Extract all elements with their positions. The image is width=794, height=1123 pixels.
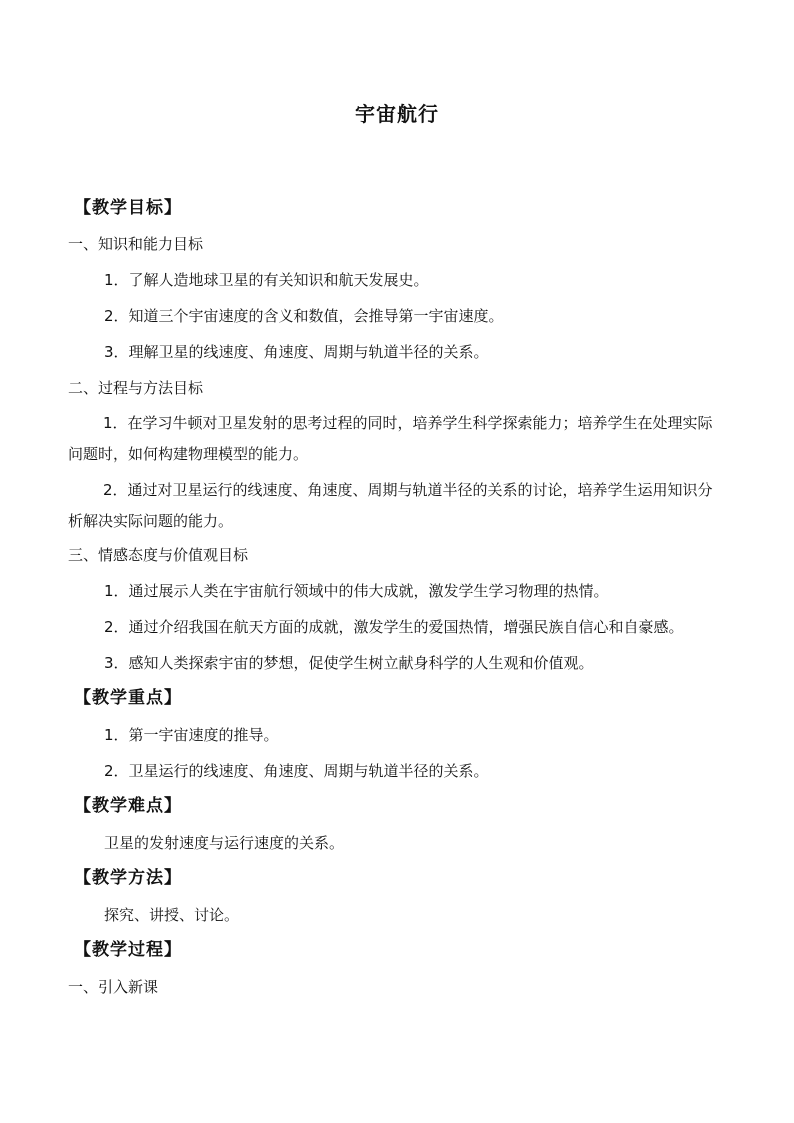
list-item: 3．理解卫星的线速度、角速度、周期与轨道半径的关系。 bbox=[104, 343, 489, 361]
method-text: 探究、讲授、讨论。 bbox=[104, 906, 240, 924]
list-item: 1．通过展示人类在宇宙航行领域中的伟大成就，激发学生学习物理的热情。 bbox=[104, 582, 609, 600]
page-title: 宇宙航行 bbox=[355, 102, 439, 126]
subheading-emotion: 三、情感态度与价值观目标 bbox=[68, 546, 249, 564]
list-item: 3．感知人类探索宇宙的梦想，促使学生树立献身科学的人生观和价值观。 bbox=[104, 654, 594, 672]
section-heading-key-points: 【教学重点】 bbox=[74, 688, 182, 708]
subheading-process: 二、过程与方法目标 bbox=[68, 379, 204, 397]
section-heading-method: 【教学方法】 bbox=[74, 868, 182, 888]
section-heading-objectives: 【教学目标】 bbox=[74, 198, 182, 218]
difficulty-text: 卫星的发射速度与运行速度的关系。 bbox=[104, 834, 345, 852]
subheading-knowledge: 一、知识和能力目标 bbox=[68, 235, 204, 253]
list-item: 2．知道三个宇宙速度的含义和数值，会推导第一宇宙速度。 bbox=[104, 307, 504, 325]
list-item: 2．卫星运行的线速度、角速度、周期与轨道半径的关系。 bbox=[104, 762, 489, 780]
section-heading-process: 【教学过程】 bbox=[74, 940, 182, 960]
list-item: 1．了解人造地球卫星的有关知识和航天发展史。 bbox=[104, 271, 429, 289]
paragraph-item: 2．通过对卫星运行的线速度、角速度、周期与轨道半径的关系的讨论，培养学生运用知识分析解决实际问题的能力。 bbox=[68, 481, 713, 530]
section-heading-difficulty: 【教学难点】 bbox=[74, 796, 182, 816]
list-item: 1．第一宇宙速度的推导。 bbox=[104, 726, 279, 744]
subheading-introduction: 一、引入新课 bbox=[68, 978, 159, 996]
paragraph-item: 1．在学习牛顿对卫星发射的思考过程的同时，培养学生科学探索能力；培养学生在处理实际问题时，如何构建物理模型的能力。 bbox=[68, 414, 713, 463]
list-item: 2．通过介绍我国在航天方面的成就，激发学生的爱国热情，增强民族自信心和自豪感。 bbox=[104, 618, 684, 636]
